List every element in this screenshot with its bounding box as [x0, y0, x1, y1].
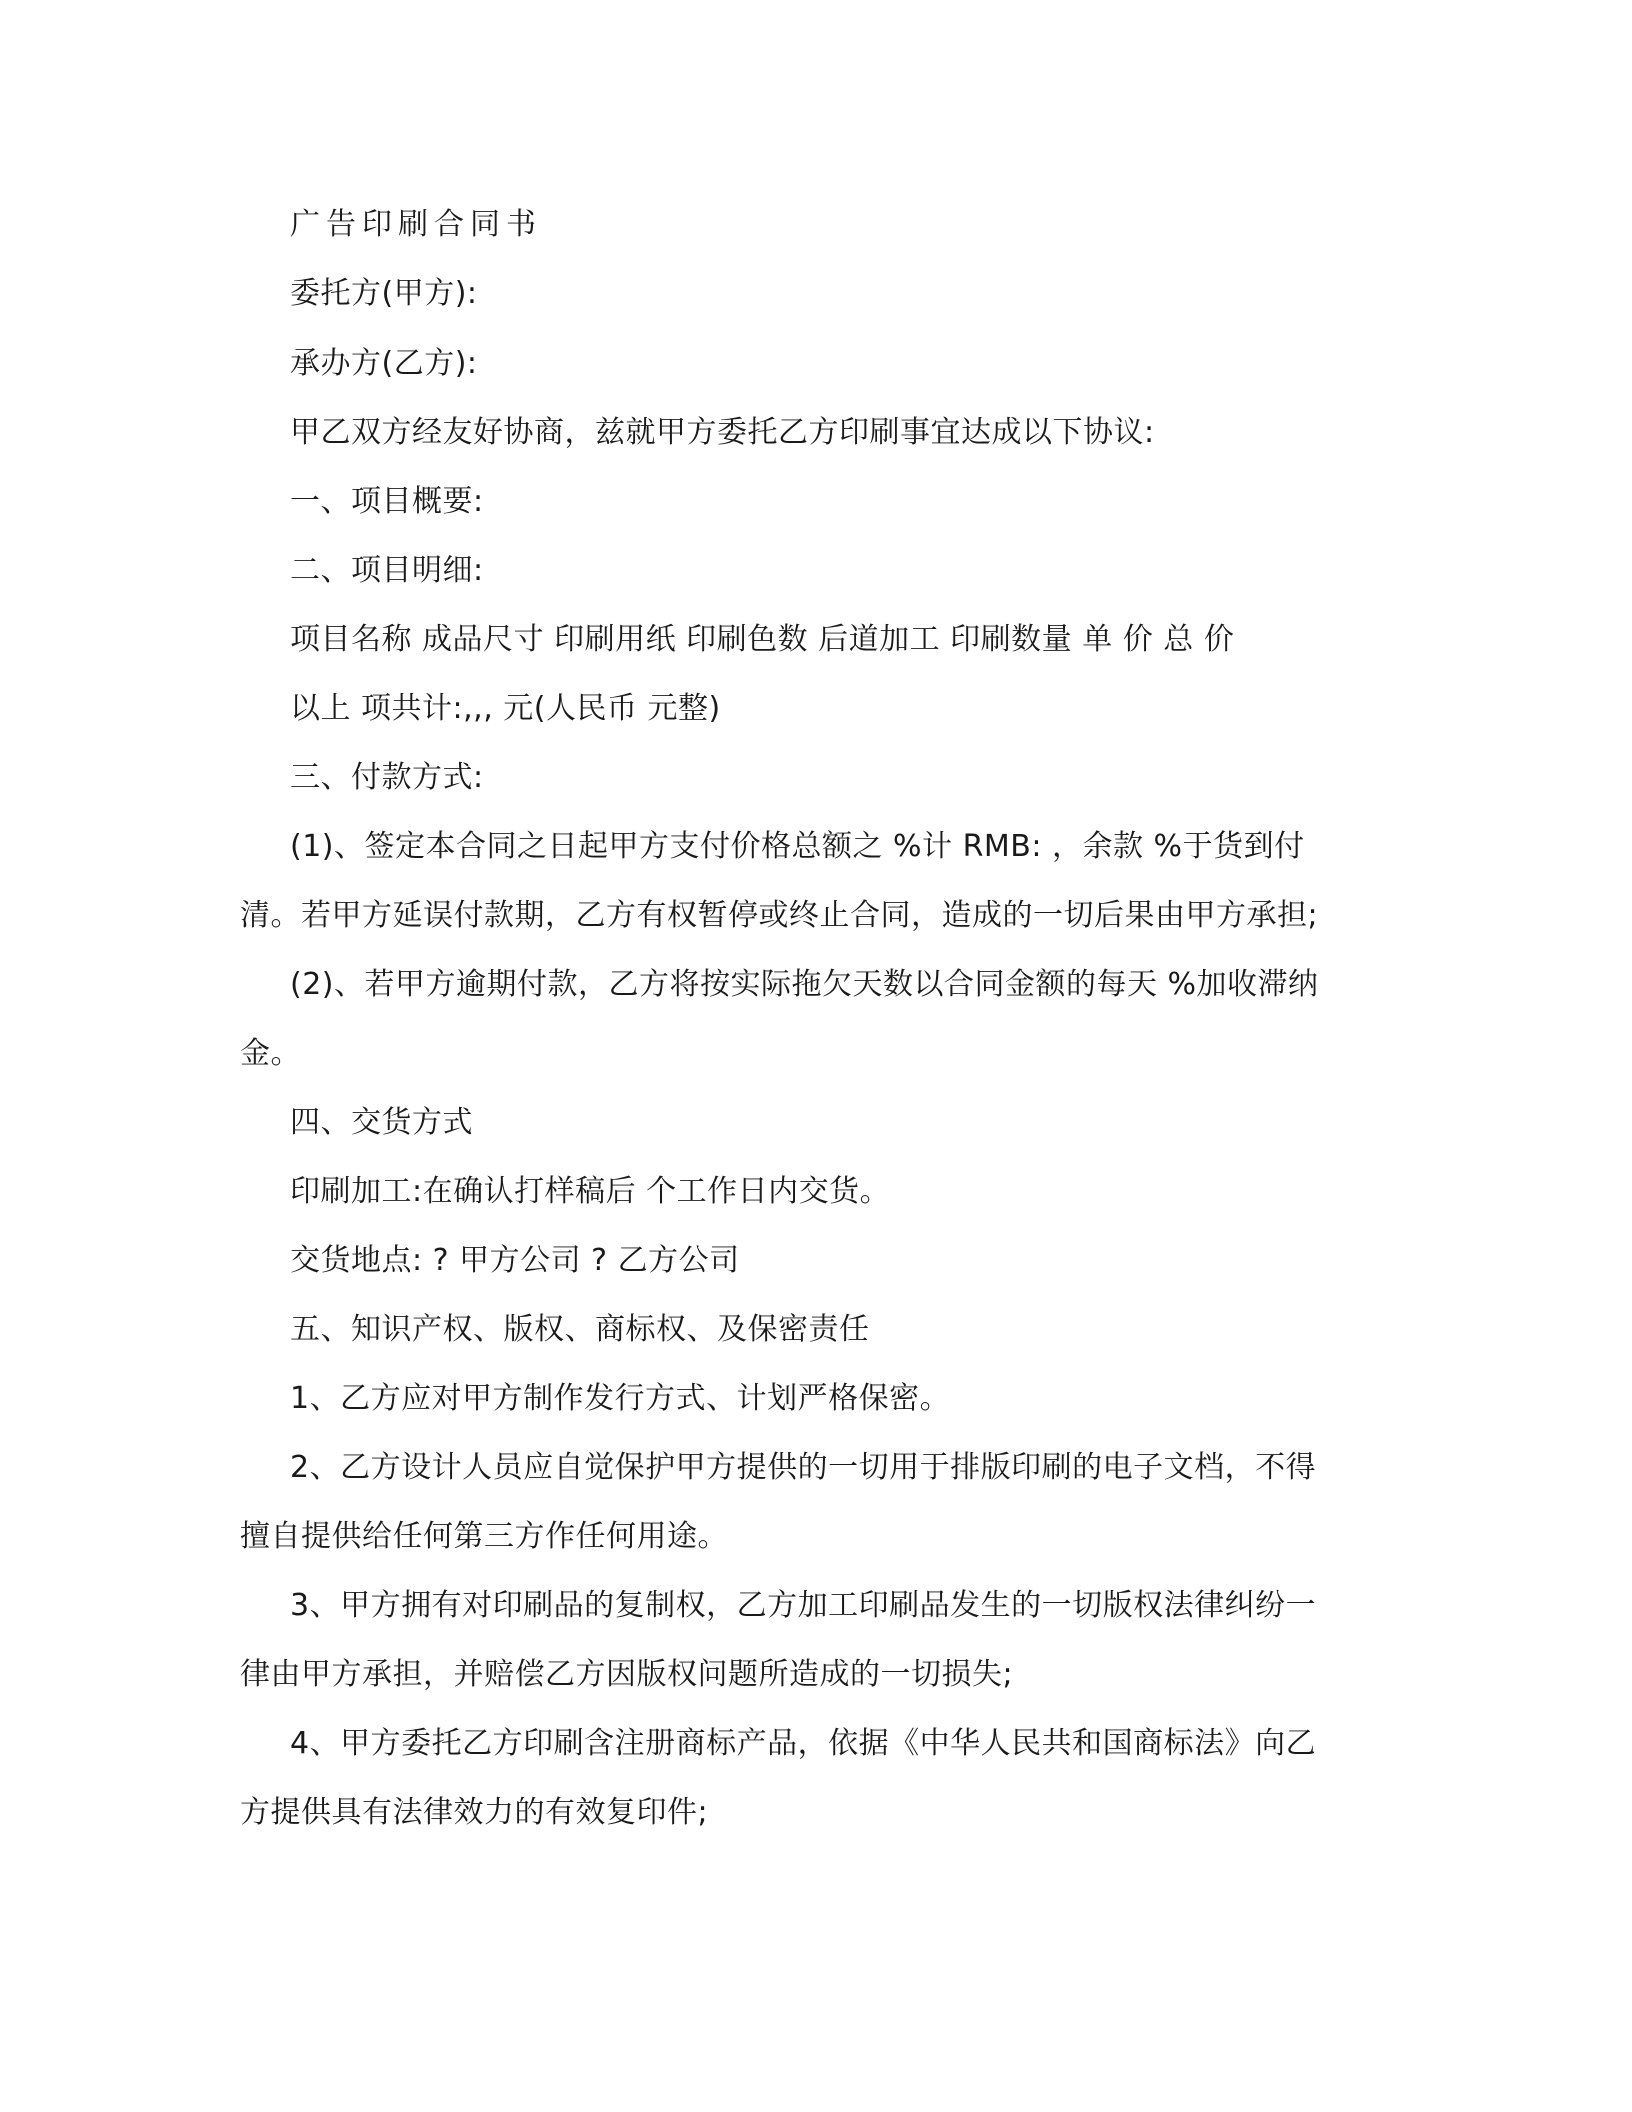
section-heading-overview: 一、项目概要: — [290, 484, 484, 519]
section-heading-ip: 五、知识产权、版权、商标权、及保密责任 — [290, 1312, 870, 1347]
delivery-time-line: 印刷加工:在确认打样稿后 个工作日内交货。 — [290, 1174, 891, 1209]
payment-clause-2-line-2: 金。 — [240, 1036, 301, 1071]
preamble-line: 甲乙双方经友好协商，兹就甲方委托乙方印刷事宜达成以下协议: — [290, 415, 1155, 450]
ip-clause-4-line-1: 4、甲方委托乙方印刷含注册商标产品，依据《中华人民共和国商标法》向乙 — [290, 1726, 1317, 1761]
client-party-line: 委托方(甲方): — [290, 276, 478, 311]
payment-clause-2-line-1: (2)、若甲方逾期付款，乙方将按实际拖欠天数以合同金额的每天 %加收滞纳 — [290, 967, 1319, 1002]
ip-clause-3-line-1: 3、甲方拥有对印刷品的复制权，乙方加工印刷品发生的一切版权法律纠纷一 — [290, 1588, 1317, 1623]
ip-clause-2-line-1: 2、乙方设计人员应自觉保护甲方提供的一切用于排版印刷的电子文档，不得 — [290, 1450, 1317, 1485]
contractor-party-line: 承办方(乙方): — [290, 346, 478, 381]
item-columns-line: 项目名称 成品尺寸 印刷用纸 印刷色数 后道加工 印刷数量 单 价 总 价 — [290, 622, 1235, 657]
document-title: 广告印刷合同书 — [290, 207, 542, 242]
payment-clause-1-line-1: (1)、签定本合同之日起甲方支付价格总额之 %计 RMB: ，余款 %于货到付 — [290, 829, 1305, 864]
payment-clause-1-line-2: 清。若甲方延误付款期，乙方有权暂停或终止合同，造成的一切后果由甲方承担; — [240, 898, 1319, 933]
section-heading-details: 二、项目明细: — [290, 553, 484, 588]
ip-clause-3-line-2: 律由甲方承担，并赔偿乙方因版权问题所造成的一切损失; — [240, 1657, 1014, 1692]
ip-clause-1: 1、乙方应对甲方制作发行方式、计划严格保密。 — [290, 1381, 951, 1416]
total-line: 以上 项共计:,,, 元(人民币 元整) — [290, 691, 721, 726]
ip-clause-4-line-2: 方提供具有法律效力的有效复印件; — [240, 1795, 709, 1830]
delivery-location-line: 交货地点: ? 甲方公司 ? 乙方公司 — [290, 1243, 740, 1278]
section-heading-payment: 三、付款方式: — [290, 760, 484, 795]
ip-clause-2-line-2: 擅自提供给任何第三方作任何用途。 — [240, 1519, 728, 1554]
section-heading-delivery: 四、交货方式 — [290, 1105, 473, 1140]
